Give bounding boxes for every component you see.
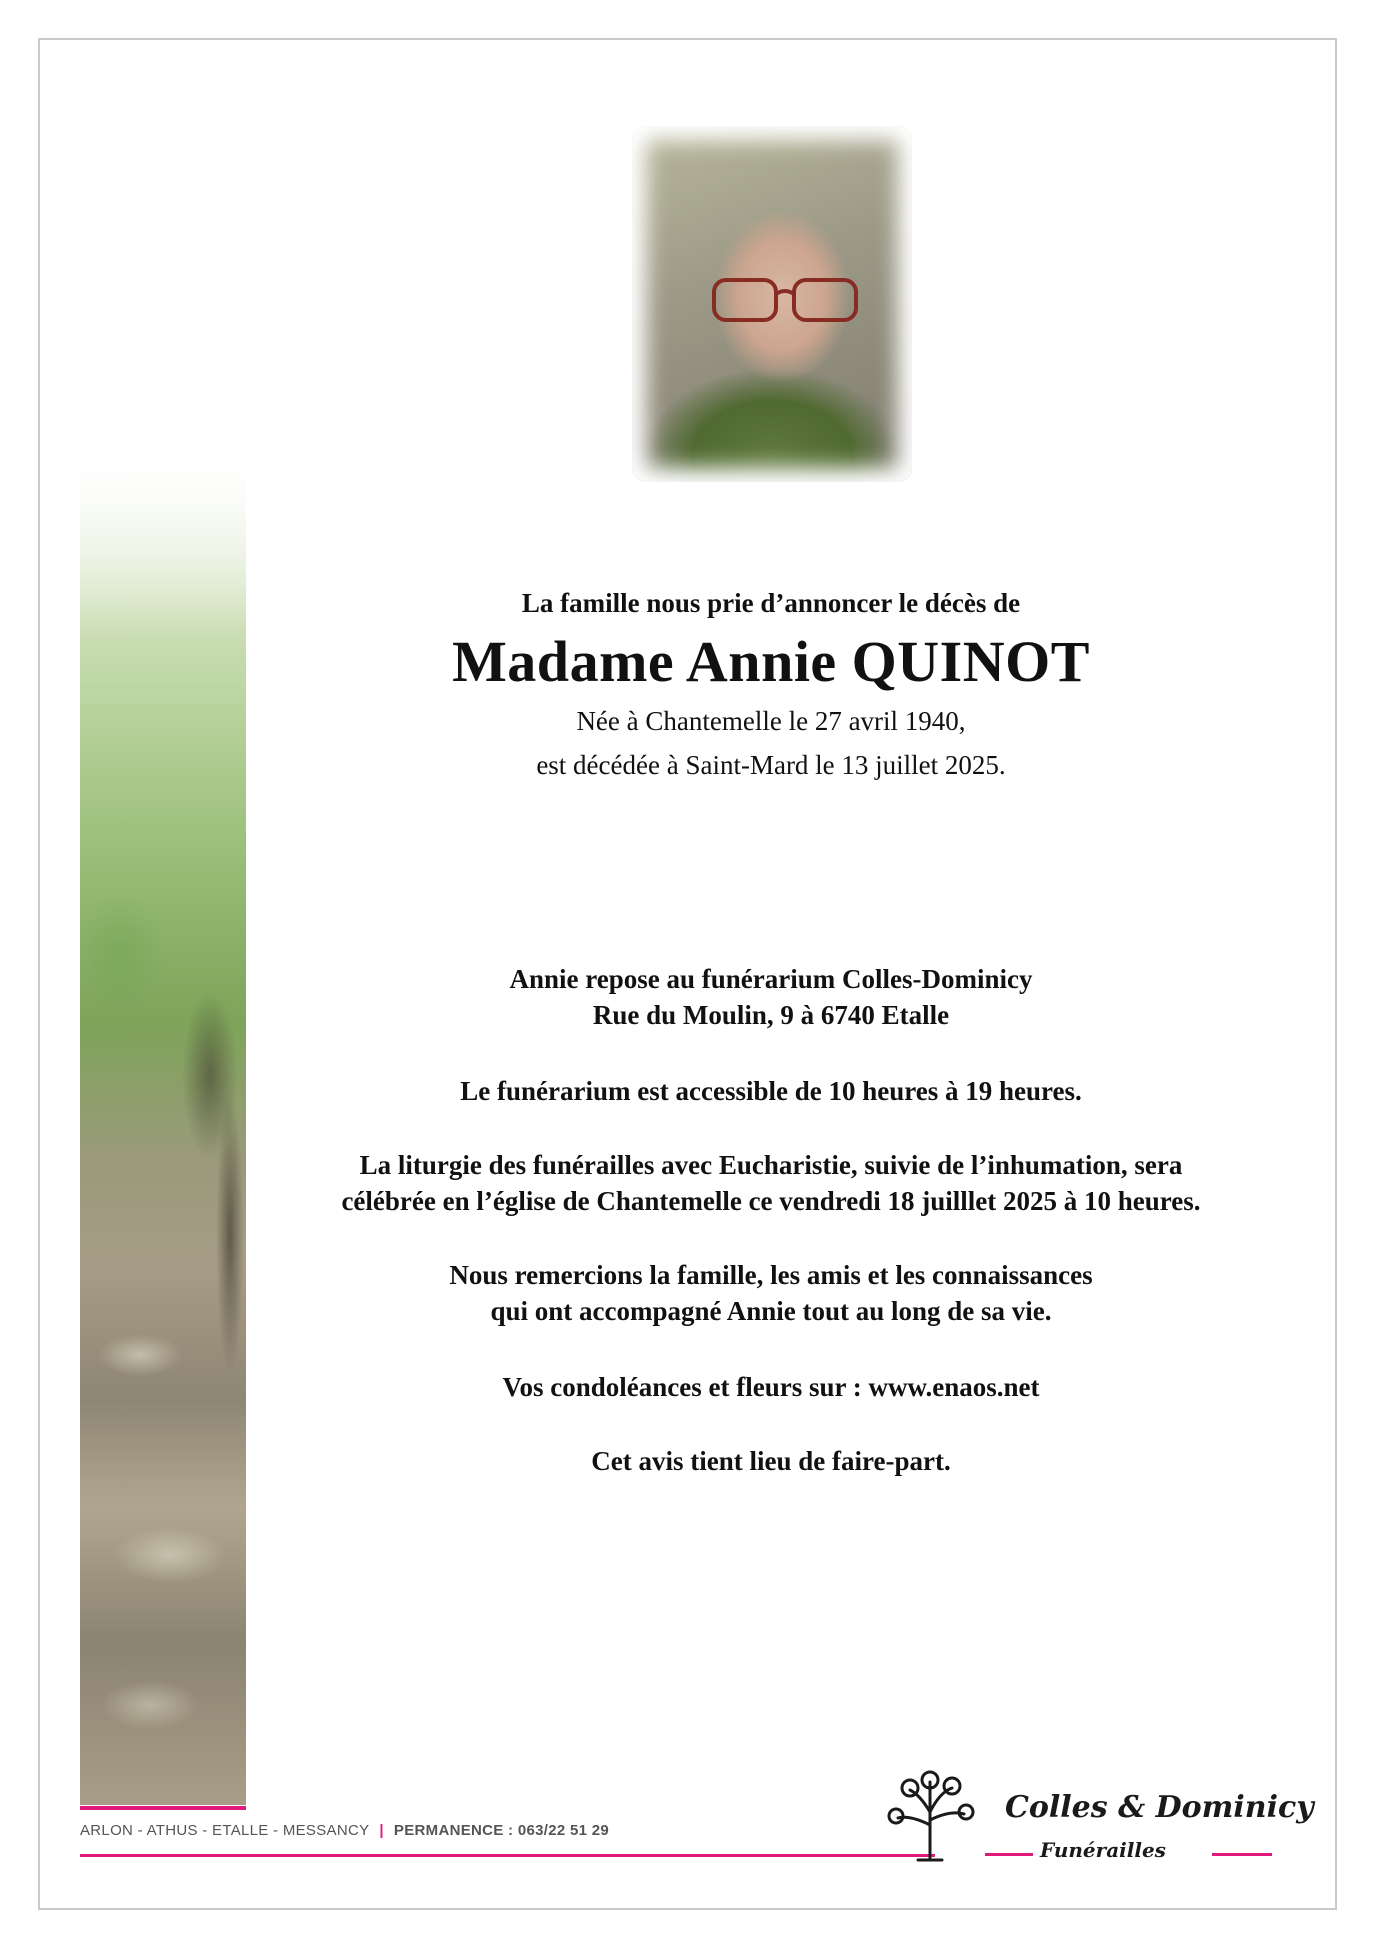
left-accent-rule <box>80 1806 246 1810</box>
brand-rule-left <box>985 1853 1033 1856</box>
forest-path-image <box>80 455 246 1805</box>
funeral-home-line: Annie repose au funérarium Colles-Dominicy <box>509 964 1033 994</box>
footer-contact <box>80 1822 609 1839</box>
tree-logo-icon <box>880 1770 980 1862</box>
liturgy-line-1: La liturgie des funérailles avec Eucharistie, suivie de l’inhumation, sera <box>359 1150 1183 1180</box>
footer-separator: | <box>379 1822 384 1839</box>
announcement-intro: La famille nous prie d’annoncer le décès de <box>521 588 1021 618</box>
deceased-name: Madame Annie QUINOT <box>452 629 1090 694</box>
glasses-icon <box>710 276 860 324</box>
visiting-hours: Le funérarium est accessible de 10 heures à 19 heures. <box>460 1076 1082 1106</box>
brand-rule-right <box>1212 1853 1272 1856</box>
portrait-photo <box>632 126 912 482</box>
liturgy-line-2: célébrée en l’église de Chantemelle ce vendredi 18 juilllet 2025 à 10 heures. <box>341 1186 1201 1216</box>
notice-line: Cet avis tient lieu de faire-part. <box>591 1446 951 1476</box>
birth-line: Née à Chantemelle le 27 avril 1940, <box>576 706 966 736</box>
death-line: est décédée à Saint-Mard le 13 juillet 2025. <box>536 750 1006 780</box>
footer-locations: ARLON - ATHUS - ETALLE - MESSANCY <box>80 1822 370 1839</box>
funeral-home-address: Rue du Moulin, 9 à 6740 Etalle <box>592 1000 950 1030</box>
footer-permanence: PERMANENCE : 063/22 51 29 <box>393 1822 609 1839</box>
brand-name: Colles & Dominicy <box>1005 1790 1314 1825</box>
condolences-line: Vos condoléances et fleurs sur : www.enaos.net <box>502 1372 1040 1402</box>
brand-subtitle: Funérailles <box>1040 1838 1166 1862</box>
thanks-line-2: qui ont accompagné Annie tout au long de sa vie. <box>490 1296 1052 1326</box>
thanks-line-1: Nous remercions la famille, les amis et les connaissances <box>449 1260 1093 1290</box>
footer-accent-rule <box>80 1854 935 1857</box>
